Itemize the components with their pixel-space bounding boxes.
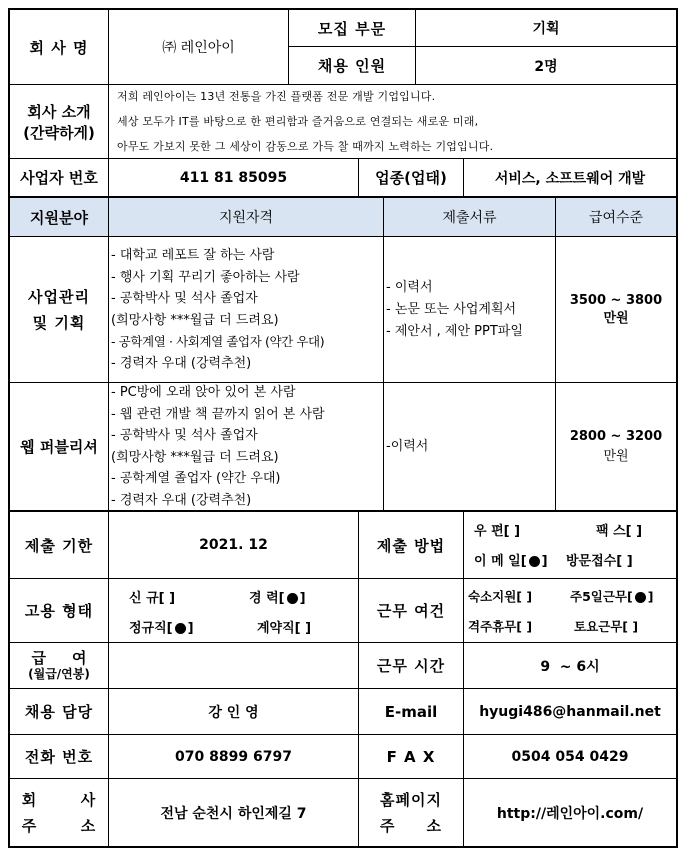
header-salary: 급여수준 xyxy=(556,198,676,236)
method-label: 제출 방법 xyxy=(376,536,446,555)
qualification-item: - 경력자 우대 (강력추천) xyxy=(111,492,252,508)
qualification-item: - PC방에 오래 앉아 있어 본 사람 xyxy=(111,385,296,400)
salary-range: 2800 ~ 3200 xyxy=(569,428,663,444)
conditions-label: 근무 여건 xyxy=(376,602,446,620)
method-post-checkbox[interactable]: 우 편[ ] xyxy=(474,524,521,539)
qualification-item: - 공학박사 및 석사 졸업자 xyxy=(111,428,258,443)
intro-label-line2: (간략하게) xyxy=(23,123,95,142)
dorm-checkbox[interactable]: 숙소지원[ ] xyxy=(468,589,533,604)
deadline-value: 2021. 12 xyxy=(199,537,268,553)
intro-line: 아무도 가보지 못한 그 세상이 감동으로 가득 찰 때까지 노력하는 기업입니다. xyxy=(117,140,494,153)
position-qualifications xyxy=(109,383,383,510)
document-item: - 제안서 , 제안 PPT파일 xyxy=(386,323,523,339)
pay-label-line1: 급 여 xyxy=(31,649,87,667)
new-hire-checkbox[interactable]: 신 규[ ] xyxy=(129,591,176,606)
address-label-line2: 주 소 xyxy=(21,816,97,835)
header-qualification: 지원자격 xyxy=(109,198,383,236)
experienced-text: 경 력[ xyxy=(249,591,285,606)
position-salary xyxy=(556,237,676,382)
position-documents xyxy=(384,237,555,382)
alt-week-checkbox[interactable]: 격주휴무[ ] xyxy=(468,619,533,634)
document-item: - 논문 또는 사업계획서 xyxy=(386,301,517,317)
regular-text: 정규직[ xyxy=(129,621,173,636)
industry-label: 업종(업태) xyxy=(375,169,447,187)
phone-label: 전화 번호 xyxy=(24,748,94,766)
salary-range: 3500 ~ 3800 xyxy=(569,292,663,308)
intro-label xyxy=(10,85,108,158)
homepage-label-line1: 홈페이지 xyxy=(380,790,442,809)
position-field-line2: 및 기획 xyxy=(32,313,86,332)
checked-dot-icon xyxy=(287,593,298,604)
company-name-value: ㈜ 레인아이 xyxy=(162,40,235,56)
experienced-close: ] xyxy=(299,591,306,606)
fax-value: 0504 054 0429 xyxy=(511,748,629,765)
regular-close: ] xyxy=(187,621,194,636)
deadline-label: 제출 기한 xyxy=(24,536,94,555)
qualification-item: - 경력자 우대 (강력추천) xyxy=(111,355,252,371)
headcount-value: 2명 xyxy=(534,58,558,75)
address-label-line1: 회 사 xyxy=(21,790,97,809)
contract-checkbox[interactable]: 계약직[ ] xyxy=(257,621,312,636)
experienced-checkbox[interactable] xyxy=(249,587,306,606)
phone-value: 070 8899 6797 xyxy=(175,748,292,765)
position-documents xyxy=(384,383,555,510)
five-day-checkbox[interactable] xyxy=(570,587,653,605)
method-fax-checkbox[interactable]: 팩 스[ ] xyxy=(596,524,643,539)
intro-line: 저희 레인아이는 13년 전통을 가진 플랫폼 전문 개발 기업입니다. xyxy=(117,90,436,103)
method-visit-checkbox[interactable]: 방문접수[ ] xyxy=(566,554,633,569)
document-item: - 이력서 xyxy=(386,279,433,295)
qualification-item: - 웹 관련 개발 책 끝까지 읽어 본 사람 xyxy=(111,406,325,422)
method-options xyxy=(464,512,676,578)
salary-unit: 만원 xyxy=(603,448,629,464)
five-day-text: 주5일근무[ xyxy=(570,589,633,604)
pay-label-line2: (월급/연봉) xyxy=(28,667,90,681)
qualification-item: - 공학계열 졸업자 (약간 우대) xyxy=(111,471,281,486)
qualification-item: - 공학계열 · 사회계열 졸업자 (약간 우대) xyxy=(111,334,325,349)
document-item: -이력서 xyxy=(386,438,429,454)
method-email-checkbox[interactable] xyxy=(474,550,548,569)
position-field-line1: 사업관리 xyxy=(28,287,90,306)
headcount-label: 채용 인원 xyxy=(317,57,387,75)
recruit-dept-value: 기획 xyxy=(532,21,560,37)
position-qualifications xyxy=(109,237,383,382)
pay-label xyxy=(10,643,108,688)
position-field xyxy=(10,237,108,382)
email-label: E-mail xyxy=(384,702,438,721)
qualification-item: - 공학박사 및 석사 졸업자 xyxy=(111,291,258,306)
homepage-label-line2: 주 소 xyxy=(379,816,443,835)
method-email-text: 이 메 일[ xyxy=(474,554,527,569)
hours-value: 9 ~ 6시 xyxy=(540,658,600,675)
company-name-label: 회 사 명 xyxy=(29,38,89,57)
homepage-link[interactable]: http://레인아이.com/ xyxy=(496,805,644,822)
qualification-item: - 대학교 레포트 잘 하는 사람 xyxy=(111,248,275,263)
five-day-close: ] xyxy=(647,589,654,604)
recruit-dept-label: 모집 부문 xyxy=(317,19,387,38)
conditions-options xyxy=(464,579,676,642)
employment-type-options xyxy=(109,579,358,642)
checked-dot-icon xyxy=(175,623,186,634)
header-documents: 제출서류 xyxy=(384,198,555,236)
company-intro xyxy=(109,85,676,158)
hours-label: 근무 시간 xyxy=(376,657,446,675)
checked-dot-icon xyxy=(635,592,646,603)
saturday-checkbox[interactable]: 토요근무[ ] xyxy=(574,619,639,634)
intro-label-line1: 회사 소개 xyxy=(27,102,91,121)
salary-unit: 만원 xyxy=(603,310,629,326)
fax-label: F A X xyxy=(386,747,436,766)
email-value[interactable]: hyugi486@hanmail.net xyxy=(479,703,661,720)
biz-no-label: 사업자 번호 xyxy=(20,169,98,187)
pay-value xyxy=(109,643,358,688)
intro-line: 세상 모두가 IT를 바탕으로 한 편리함과 즐거움으로 연결되는 새로운 미래, xyxy=(117,115,479,128)
qualification-item: (희망사항 ***월급 더 드려요) xyxy=(111,312,279,328)
employment-type-label: 고용 형태 xyxy=(24,602,94,620)
address-label xyxy=(10,779,108,846)
qualification-item: - 행사 기획 꾸리기 좋아하는 사람 xyxy=(111,269,300,285)
qualification-item: (희망사항 ***월급 더 드려요) xyxy=(111,449,279,465)
industry-value: 서비스, 소프트웨어 개발 xyxy=(494,170,646,187)
position-salary xyxy=(556,383,676,510)
checked-dot-icon xyxy=(529,556,540,567)
manager-value: 강 인 영 xyxy=(208,704,259,721)
homepage-label xyxy=(359,779,463,846)
method-email-close: ] xyxy=(541,554,548,569)
position-field: 웹 퍼블리셔 xyxy=(20,438,98,456)
biz-no-value: 411 81 85095 xyxy=(179,169,288,186)
address-value: 전남 순천시 하인제길 7 xyxy=(160,805,307,822)
manager-label: 채용 담당 xyxy=(24,703,94,721)
regular-checkbox[interactable] xyxy=(129,617,194,636)
header-field: 지원분야 xyxy=(10,198,108,236)
